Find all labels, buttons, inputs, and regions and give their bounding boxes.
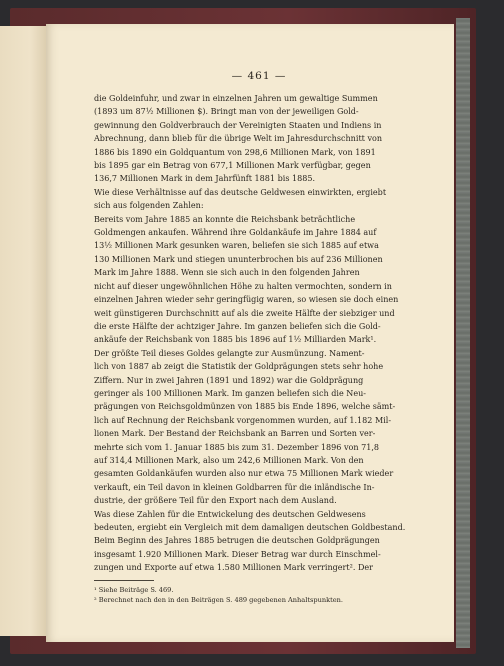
text-line: insgesamt 1.920 Millionen Mark. Dieser Betrag war durch Einschmel- [94,549,381,559]
text-line: die erste Hälfte der achtziger Jahre. Im ganzen beliefen sich die Gold- [94,321,381,331]
paragraph [94,347,424,508]
paragraph [94,213,424,347]
text-line: einzelnen Jahren wieder sehr geringfügig waren, so wiesen sie doch einen [94,295,399,305]
paragraph [94,92,424,186]
text-line: lionen Mark. Der Bestand der Reichsbank an Barren und Sorten ver- [94,429,376,439]
text-line: 1886 bis 1890 ein Goldquantum von 298,6 Millionen Mark, von 1891 [94,147,376,157]
text-line: nicht auf dieser ungewöhnlichen Höhe zu halten vermochten, sondern in [94,281,392,291]
text-line: 136,7 Millionen Mark in dem Jahrfünft 1881 bis 1885. [94,174,316,184]
text-line: lich von 1887 ab zeigt die Statistik der Goldprägungen stets sehr hohe [94,362,384,372]
text-line: lich auf Rechnung der Reichsbank vorgenommen wurden, auf 1.182 Mil- [94,415,392,425]
page-text [94,70,424,605]
text-line: Abrechnung, dann blieb für die übrige Welt im Jahresdurchschnitt von [94,134,383,144]
text-line: geringer als 100 Millionen Mark. Im ganzen beliefen sich die Neu- [94,388,366,398]
text-line: Der größte Teil dieses Goldes gelangte zur Ausmünzung. Nament- [94,348,365,358]
body-text [94,92,424,575]
page-number: — 461 — [231,70,287,82]
footnote: ² Berechnet nach den in den Beiträgen S. 489 gegebenen Anhaltspunkten. [94,595,343,604]
text-line: prägungen von Reichsgoldmünzen von 1885 bis Ende 1896, welche sämt- [94,402,396,412]
text-line: bis 1895 gar ein Betrag von 677,1 Millionen Mark verfügbar, gegen [94,161,371,171]
facing-page-edge [0,26,50,636]
paragraph [94,534,424,574]
text-line: Goldmengen ankaufen. Während ihre Goldankäufe im Jahre 1884 auf [94,228,377,238]
text-line: gewinnung den Goldverbrauch der Vereinigten Staaten und Indiens in [94,120,382,130]
page-edges [456,18,470,648]
text-line: die Goldeinfuhr, und zwar in einzelnen Jahren um gewaltige Summen [94,94,378,103]
footnote: ¹ Siehe Beiträge S. 469. [94,585,174,594]
text-line: Wie diese Verhältnisse auf das deutsche Geldwesen einwirkten, ergiebt [94,187,387,197]
text-line: Mark im Jahre 1888. Wenn sie sich auch in den folgenden Jahren [94,268,360,278]
text-line: bedeuten, ergiebt ein Vergleich mit dem damaligen deutschen Goldbestand. [94,523,406,532]
text-line: sich aus folgenden Zahlen: [94,201,204,211]
paragraph [94,186,424,213]
text-line: gesamten Goldankäufen wurden also nur etwa 75 Millionen Mark wieder [94,469,394,479]
text-line: Ziffern. Nur in zwei Jahren (1891 und 1892) war die Goldprägung [94,375,364,385]
text-line: mehrte sich vom 1. Januar 1885 bis zum 31. Dezember 1896 von 71,8 [94,442,379,452]
text-line: weit günstigeren Durchschnitt auf als die zweite Hälfte der siebziger und [94,308,395,318]
footnote-rule [94,580,154,581]
text-line: dustrie, der größere Teil für den Export nach dem Ausland. [94,496,337,506]
text-line: 130 Millionen Mark und stiegen ununterbrochen bis auf 236 Millionen [94,254,383,264]
text-line: Was diese Zahlen für die Entwickelung des deutschen Geldwesens [94,509,366,519]
text-line: 13½ Millionen Mark gesunken waren, beliefen sie sich 1885 auf etwa [94,241,379,251]
footnotes [94,585,424,605]
paragraph [94,508,424,535]
text-line: (1893 um 87½ Millionen $). Bringt man von der jeweiligen Gold- [94,107,359,117]
text-line: ankäufe der Reichsbank von 1885 bis 1896 auf 1½ Milliarden Mark¹. [94,335,377,345]
text-line: zungen und Exporte auf etwa 1.580 Millionen Mark verringert². Der [94,563,374,573]
text-line: Bereits vom Jahre 1885 an konnte die Reichsbank beträchtliche [94,214,356,224]
text-line: auf 314,4 Millionen Mark, also um 242,6 Millionen Mark. Von den [94,455,364,465]
text-line: Beim Beginn des Jahres 1885 betrugen die deutschen Goldprägungen [94,536,380,546]
text-line: verkauft, ein Teil davon in kleinen Goldbarren für die inländische In- [94,482,375,492]
